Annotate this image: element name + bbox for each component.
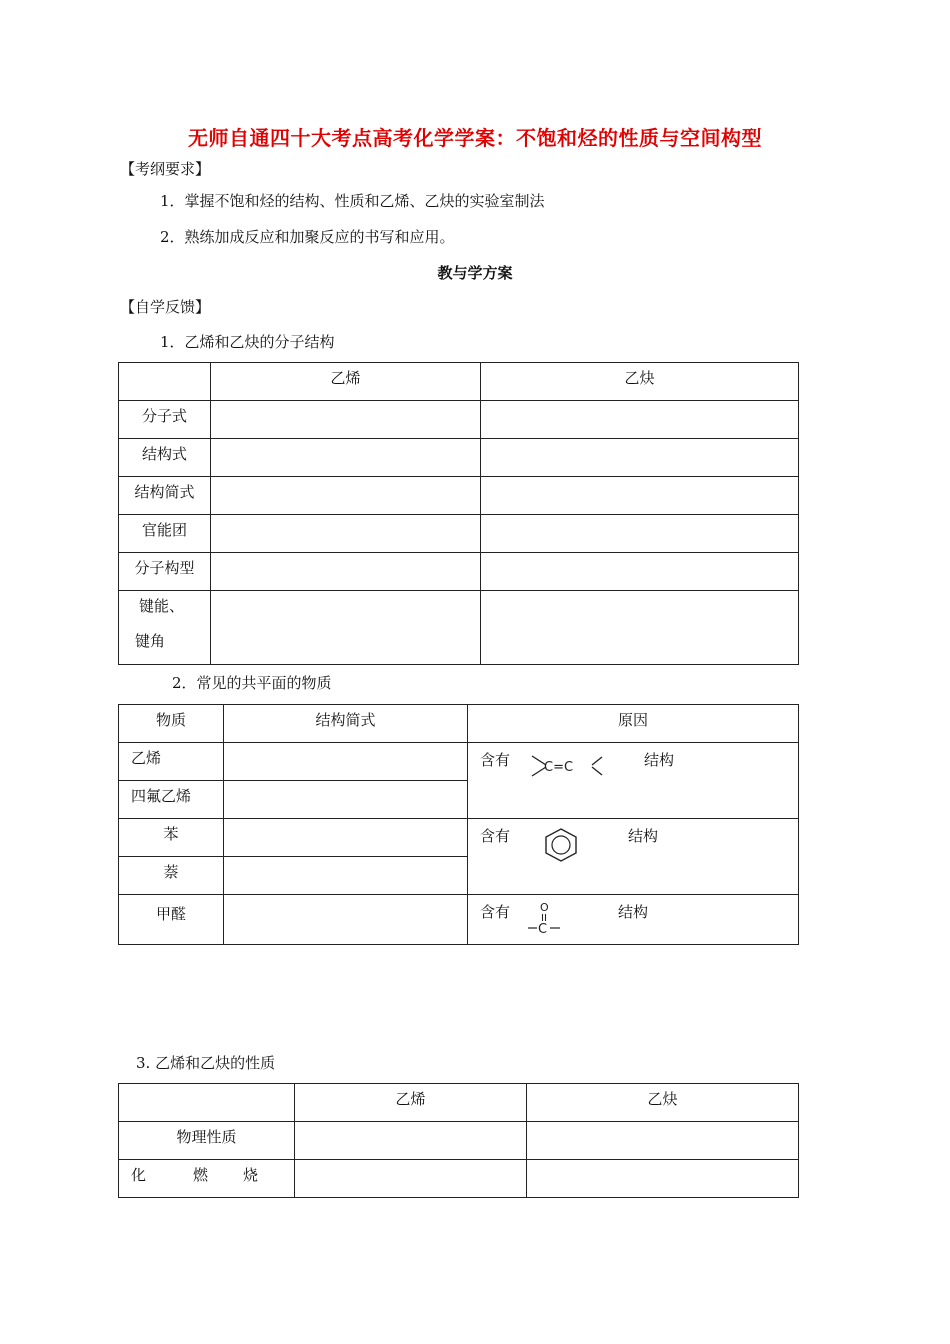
answer-cell[interactable] xyxy=(295,1160,527,1198)
answer-cell[interactable] xyxy=(481,439,799,477)
row-label: 萘 xyxy=(119,857,224,895)
answer-cell[interactable] xyxy=(224,743,468,781)
answer-cell[interactable] xyxy=(481,553,799,591)
table-header: 乙烯 xyxy=(295,1084,527,1122)
row-label: 化 燃 烧 xyxy=(119,1160,295,1198)
answer-cell[interactable] xyxy=(481,591,799,665)
answer-cell[interactable] xyxy=(224,895,468,945)
row-label: 分子式 xyxy=(119,401,211,439)
double-bond-structure-icon xyxy=(526,753,604,779)
row-label: 四氟乙烯 xyxy=(119,781,224,819)
page-title: 无师自通四十大考点高考化学学案：不饱和烃的性质与空间构型 xyxy=(188,126,762,150)
answer-cell[interactable] xyxy=(481,477,799,515)
answer-cell[interactable] xyxy=(211,591,481,665)
benzene-ring-icon xyxy=(542,827,580,863)
reason-cell: 含有 O C 结构 xyxy=(468,895,799,945)
reason-cell: 含有 结构 xyxy=(468,819,799,895)
row-label: 乙烯 xyxy=(119,743,224,781)
answer-cell[interactable] xyxy=(481,401,799,439)
carbonyl-structure-icon xyxy=(526,899,566,939)
row-label: 官能团 xyxy=(119,515,211,553)
answer-cell[interactable] xyxy=(211,401,481,439)
answer-cell[interactable] xyxy=(224,819,468,857)
answer-cell[interactable] xyxy=(224,857,468,895)
table-header: 物质 xyxy=(119,705,224,743)
section3-heading: 3. 乙烯和乙炔的性质 xyxy=(136,1054,276,1072)
properties-table xyxy=(118,1083,799,1198)
row-label: 物理性质 xyxy=(119,1122,295,1160)
reason-cell: 含有 C=C 结构 xyxy=(468,743,799,819)
svg-text:O: O xyxy=(540,901,549,914)
answer-cell[interactable] xyxy=(211,439,481,477)
answer-cell[interactable] xyxy=(211,553,481,591)
answer-cell[interactable] xyxy=(295,1122,527,1160)
coplanar-table xyxy=(118,704,799,945)
table-header: 结构简式 xyxy=(224,705,468,743)
row-label: 结构式 xyxy=(119,439,211,477)
table-header: 乙炔 xyxy=(527,1084,799,1122)
answer-cell[interactable] xyxy=(211,477,481,515)
plan-title: 教与学方案 xyxy=(437,264,513,282)
syllabus-item: 1．掌握不饱和烃的结构、性质和乙烯、乙炔的实验室制法 xyxy=(160,192,545,210)
answer-cell[interactable] xyxy=(481,515,799,553)
row-label: 甲醛 xyxy=(119,895,224,945)
row-label: 苯 xyxy=(119,819,224,857)
feedback-header: 【自学反馈】 xyxy=(120,298,211,316)
syllabus-header: 【考纲要求】 xyxy=(120,160,211,178)
row-label: 分子构型 xyxy=(119,553,211,591)
syllabus-item: 2．熟练加成反应和加聚反应的书写和应用。 xyxy=(160,228,455,246)
structure-table xyxy=(118,362,799,665)
svg-text:C: C xyxy=(538,922,548,937)
row-label: 结构简式 xyxy=(119,477,211,515)
row-label: 键能、 键角 xyxy=(119,591,211,665)
table-header: 乙烯 xyxy=(211,363,481,401)
answer-cell[interactable] xyxy=(224,781,468,819)
answer-cell[interactable] xyxy=(527,1122,799,1160)
svg-text:C=C: C=C xyxy=(544,760,574,775)
answer-cell[interactable] xyxy=(527,1160,799,1198)
section1-heading: 1．乙烯和乙炔的分子结构 xyxy=(160,333,335,351)
table-header: 乙炔 xyxy=(481,363,799,401)
answer-cell[interactable] xyxy=(211,515,481,553)
table-cell xyxy=(119,363,211,401)
section2-heading: 2．常见的共平面的物质 xyxy=(172,674,332,692)
table-header: 原因 xyxy=(468,705,799,743)
table-cell xyxy=(119,1084,295,1122)
